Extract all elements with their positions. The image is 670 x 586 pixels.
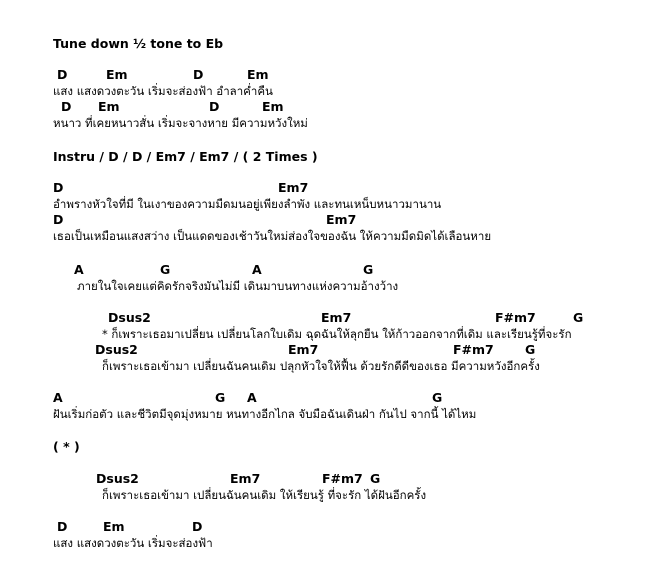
chord: D [61,99,72,114]
chord: Em7 [326,212,357,227]
instrumental-line: Instru / D / D / Em7 / Em7 / ( 2 Times ) [53,149,318,164]
chord: F#m7 [495,310,536,325]
chord: Em7 [321,310,352,325]
chord: A [53,390,63,405]
chord: Em7 [230,471,261,486]
lyric-line: ภายในใจเคยแต่คิดรักจริงมันไม่มี เดินมาบนทางแห่งความอ้างว้าง [77,279,399,293]
chord: D [209,99,220,114]
chord: Em [106,67,128,82]
lyric-line: * ก็เพราะเธอมาเปลี่ยน เปลี่ยนโลกใบเดิม ฉุดฉันให้ลุกยืน ให้ก้าวออกจากที่เดิม และเรียนรู้ที่จะรัก [102,327,572,341]
lyric-line: เธอเป็นเหมือนแสงสว่าง เป็นแดดของเช้าวันใหม่ส่องใจของฉัน ให้ความมืดมิดได้เลือนหาย [53,229,492,243]
lyric-line: หนาว ที่เคยหนาวสั่น เริ่มจะจางหาย มีความหวังใหม่ [53,116,308,130]
lyric-line: ก็เพราะเธอเข้ามา เปลี่ยนฉันคนเดิม ให้เรียนรู้ ที่จะรัก ได้ฝันอีกครั้ง [102,488,427,502]
chord: D [57,519,68,534]
chord: Em [247,67,269,82]
chord: D [57,67,68,82]
tuning-note: Tune down ½ tone to Eb [53,36,224,51]
lyric-line: ก็เพราะเธอเข้ามา เปลี่ยนฉันคนเดิม ปลุกหัวใจให้ฟื้น ด้วยรักดีดีของเธอ มีความหวังอีกครั้ง [102,359,540,373]
chord: D [53,212,64,227]
chord: G [525,342,536,357]
chord: Dsus2 [96,471,139,486]
chord: G [573,310,584,325]
chord: G [370,471,381,486]
lyric-line: แสง แสงดวงตะวัน เริ่มจะส่องฟ้า อำลาค่ำคืน [53,84,273,98]
chord: F#m7 [322,471,363,486]
chord: D [192,519,203,534]
chord: Dsus2 [95,342,138,357]
chord: G [432,390,443,405]
lyric-line: อำพรางหัวใจที่มี ในเงาของความมืดมนอยู่เพียงลำพัง และทนเหน็บหนาวมานาน [53,197,442,211]
lyric-line: ฝันเริ่มก่อตัว และชีวิตมีจุดมุ่งหมาย หนทางอีกไกล จับมือฉันเดินฝ่า กันไป จากนี้ ได้ไหม [53,407,477,421]
lyric-line: แสง แสงดวงตะวัน เริ่มจะส่องฟ้า [53,536,213,550]
chord: A [74,262,84,277]
chord: D [53,180,64,195]
chord: A [247,390,257,405]
chord: Em [98,99,120,114]
chord: D [193,67,204,82]
chord: Em7 [288,342,319,357]
chord: A [252,262,262,277]
chord: G [215,390,226,405]
repeat-mark: ( * ) [53,439,80,454]
chord: F#m7 [453,342,494,357]
chord: G [363,262,374,277]
chord: Em7 [278,180,309,195]
chord: Em [262,99,284,114]
chord: Dsus2 [108,310,151,325]
chord: G [160,262,171,277]
chord: Em [103,519,125,534]
